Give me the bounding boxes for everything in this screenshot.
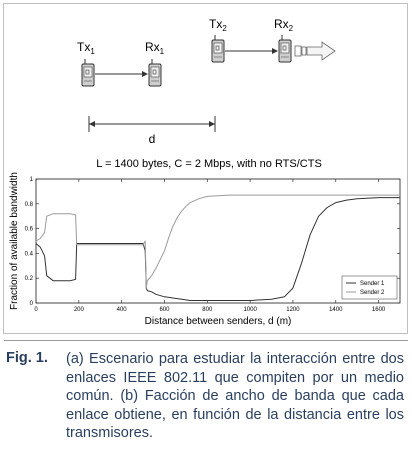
y-tick-label: 0.8: [24, 201, 33, 208]
x-tick-label: 600: [159, 307, 170, 313]
y-tick-label: 1: [29, 177, 33, 183]
radio-device-icon: [212, 35, 224, 62]
x-tick-label: 0: [34, 307, 38, 313]
node-tx1-label: $Tx_1$: [77, 40, 95, 56]
bandwidth-chart: [9, 158, 400, 327]
figure-panel: [3, 3, 408, 334]
x-tick-label: 200: [73, 307, 84, 313]
node-tx2: [209, 17, 227, 62]
x-tick-label: 400: [116, 307, 127, 313]
y-tick-label: 0.4: [24, 251, 33, 258]
radio-device-icon: [279, 35, 291, 62]
node-rx1-label: $Rx_1$: [145, 40, 165, 56]
figure-canvas: [4, 4, 409, 335]
node-tx1: [77, 40, 95, 86]
x-tick-label: 1400: [329, 307, 343, 313]
distance-marker: [89, 116, 215, 146]
caption-divider: [4, 340, 408, 341]
x-tick-label: 1000: [243, 307, 257, 313]
node-tx2-label: $Tx_2$: [209, 17, 227, 33]
scenario-diagram: [77, 17, 335, 146]
y-axis-label: Fraction of available bandwidth: [9, 172, 20, 310]
y-tick-label: 0.6: [24, 226, 33, 233]
link-2-arrowhead: [272, 48, 278, 54]
link-1-arrowhead: [142, 71, 148, 77]
radio-device-icon: [149, 59, 161, 86]
caption-text: (a) Escenario para estudiar la interacción entre dos enlaces IEEE 802.11 que compiten por un medio común. (b) Facción de ancho de banda que cada enlace obtiene, en función de la distancia entre los transmisores.: [66, 351, 404, 441]
node-rx2-label: $Rx_2$: [274, 17, 294, 33]
legend-label-sender-2: Sender 2: [360, 290, 385, 296]
chart-title: L = 1400 bytes, C = 2 Mbps, with no RTS/CTS: [96, 158, 322, 170]
y-tick-label: 0: [29, 301, 33, 307]
node-rx1: [145, 40, 165, 86]
node-rx2: [274, 17, 294, 62]
x-tick-label: 1600: [371, 307, 386, 313]
legend: [342, 276, 397, 299]
legend-label-sender-1: Sender 1: [360, 281, 385, 287]
radio-device-icon: [82, 59, 94, 86]
x-tick-label: 800: [202, 307, 213, 313]
distance-label: d: [148, 132, 156, 146]
series-line-sender-2: [36, 195, 400, 288]
outgoing-block-arrow: [295, 42, 335, 60]
x-axis-label: Distance between senders, d (m): [144, 316, 292, 327]
x-tick-label: 1200: [286, 307, 300, 313]
caption-label: Fig. 1.: [6, 350, 48, 366]
y-tick-label: 0.2: [24, 276, 33, 283]
